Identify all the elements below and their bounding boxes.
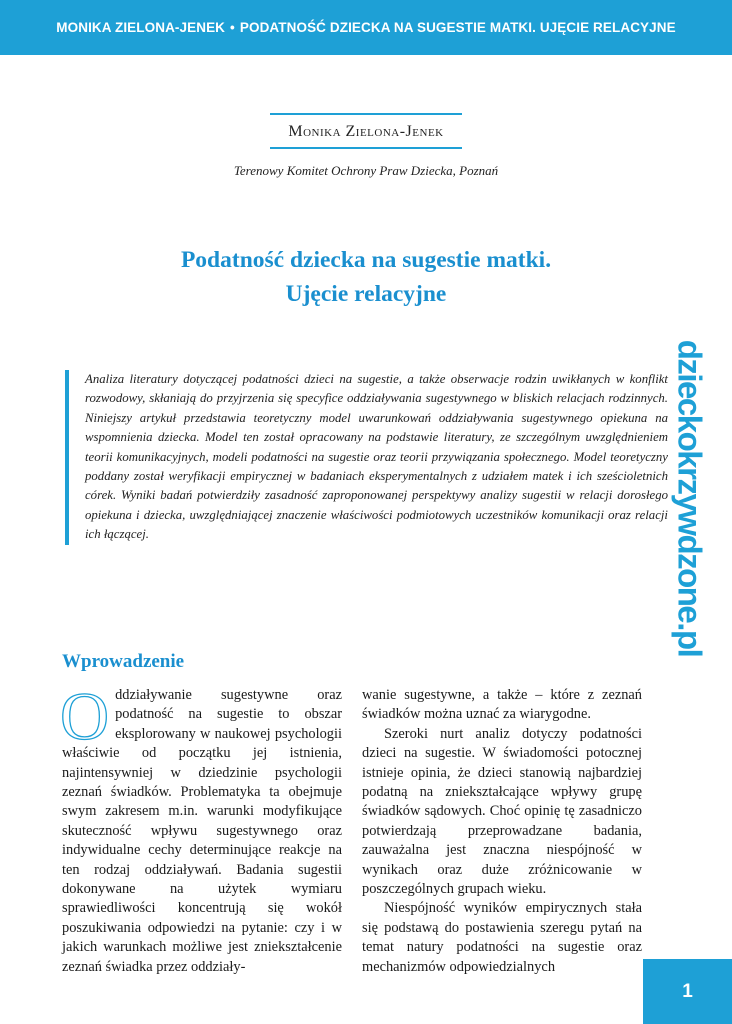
vertical-brand-text: dzieckokrzywdzone.pl [671, 339, 708, 656]
section-heading: Wprowadzenie [62, 651, 185, 672]
paragraph-continuation: wanie sugestywne, a także – które z zeznań świadków można uznać za wiarygodne. [362, 687, 642, 723]
author-name: Monika Zielona-Jenek [288, 123, 444, 140]
author-rule-bottom [270, 147, 462, 149]
intro-paragraph-text: ddziaływanie sugestywne oraz podatność na sugestie to obszar eksplorowany w naukowej psychologii właściwie od początku jej istnienia, najintensywniej w dziedzinie psychologii zeznań świadków. Problematyka ta obejmuje swym zakresem m.in. warunki modyfikujące skuteczność wpływu sugestywnego oraz indywidualne cechy determinujące reakcje na ten rodzaj oddziaływań. Badania sugestii dokonywane na użytek wymiaru sprawiedliwości koncentrują się wokół poszukiwania odpowiedzi na pytanie: czy i w jakich warunkach możliwe jest zniekształcenie zeznań świadka przez oddziały- [62, 687, 342, 975]
paragraph-2: Szeroki nurt analiz dotyczy podatności dzieci na sugestie. W świadomości potocznej istnieje opinia, że dzieci stanowią najbardziej podatną na zniekształcające wpływy grupę świadków sądowych. Choć opinię tę zasadniczo potwierdzają przeprowadzane badania, zauważalna jest znaczna niespójność w wynikach oraz duże zróżnicowanie w poszczególnych grupach wieku. [362, 725, 642, 898]
author-affiliation: Terenowy Komitet Ochrony Praw Dziecka, Poznań [233, 163, 499, 178]
intro-paragraph [60, 678, 342, 977]
article-title-line1: Podatność dziecka na sugestie matki. [180, 247, 552, 273]
running-header-title: PODATNOŚĆ DZIECKA NA SUGESTIE MATKI. UJĘCIE RELACYJNE [239, 20, 676, 35]
paragraph-3: Niespójność wyników empirycznych stała się podstawą do postawienia szeregu pytań na temat natury podatności na sugestie oraz mechanizmów odpowiedzialnych [362, 900, 642, 975]
vertical-brand-watermark [670, 339, 708, 656]
left-column [60, 678, 342, 977]
article-title [0, 243, 732, 311]
abstract: Analiza literatury dotyczącej podatności dzieci na sugestie, a także obserwacje rodzin uwikłanych w konflikt rozwodowy, skłaniają do przyjrzenia się specyfice oddziaływania sugestywnego w bliskich relacjach rodzinnych. Niniejszy artykuł przedstawia teoretyczny model uwarunkowań oddziaływania sugestywnego opiekuna na wspomnienia dziecka. Model ten został opracowany na podstawie literatury, ze szczególnym uwzględnieniem teorii komunikacyjnych, modeli podatności na sugestie oraz teorii przywiązania społecznego. Model teoretyczny poddany został weryfikacji empirycznej w badaniach eksperymentalnych z udziałem matek i ich sześcioletnich córek. Wyniki badań potwierdziły zasadność zaproponowanej perspektywy analizy sugestii w relacji dorosłego opiekuna i dziecka, uwzględniającej znaczenie właściwości podmiotowych uczestników komunikacji oraz relacji ich łączącej. [65, 370, 668, 545]
right-column [362, 686, 642, 977]
running-header-author: MONIKA ZIELONA-JENEK [56, 20, 226, 35]
page-number: 1 [643, 959, 732, 1024]
article-title-line2: Ujęcie relacyjne [285, 281, 447, 307]
drop-cap: O [60, 678, 110, 754]
running-header-separator: • [230, 20, 235, 35]
running-header [0, 0, 732, 55]
author-rule [270, 113, 462, 115]
author-block [0, 113, 732, 179]
